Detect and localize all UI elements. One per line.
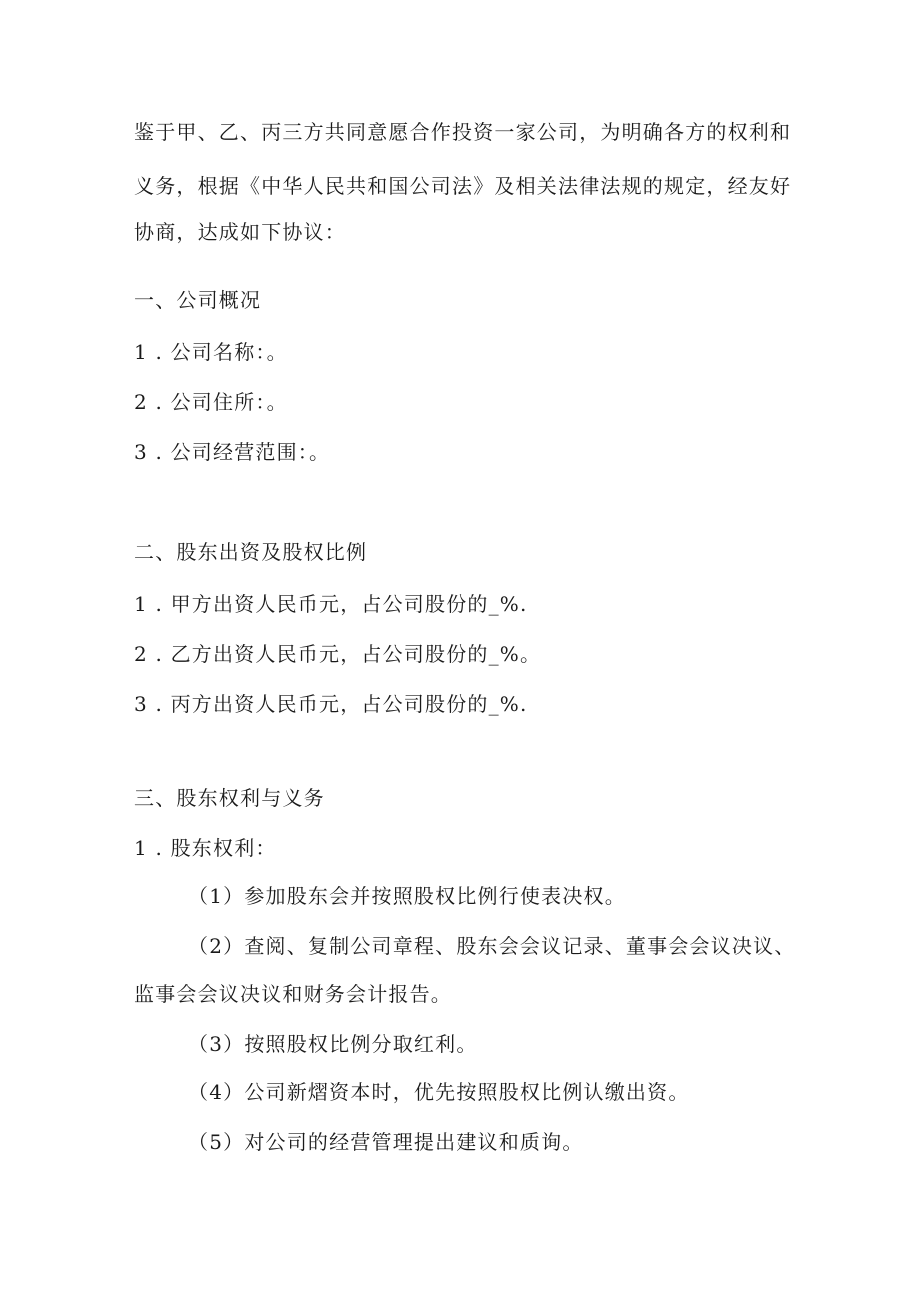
right-item-2-continuation: 监事会会议决议和财务会计报告。	[134, 982, 452, 1006]
section-1-item-3: 3 . 公司经营范围：。	[134, 440, 331, 464]
right-item-5: （5）对公司的经营管理提出建议和质询。	[188, 1130, 584, 1154]
section-1-item-1: 1 . 公司名称：。	[134, 340, 288, 364]
section-2-item-2: 2 . 乙方出资人民币元，占公司股份的_%。	[134, 642, 542, 666]
section-1-item-2: 2 . 公司住所：。	[134, 390, 288, 414]
right-item-3: （3）按照股权比例分取红利。	[188, 1032, 478, 1056]
right-item-1: （1）参加股东会并按照股权比例行使表决权。	[188, 884, 626, 908]
section-2-item-1: 1 . 甲方出资人民币元，占公司股份的_%.	[134, 592, 528, 616]
intro-line-2: 义务，根据《中华人民共和国公司法》及相关法律法规的规定，经友好	[134, 174, 792, 198]
section-2-item-3: 3 . 丙方出资人民币元，占公司股份的_%.	[134, 692, 528, 716]
intro-line-3: 协商，达成如下协议：	[134, 220, 346, 244]
right-item-2: （2）查阅、复制公司章程、股东会会议记录、董事会会议决议、	[188, 934, 796, 958]
section-3-subheading: 1 . 股东权利：	[134, 836, 277, 860]
section-2-heading: 二、股东出资及股权比例	[134, 540, 368, 564]
section-3-heading: 三、股东权利与义务	[134, 786, 325, 810]
intro-line-1: 鉴于甲、乙、丙三方共同意愿合作投资一家公司，为明确各方的权利和	[134, 120, 792, 144]
section-1-heading: 一、公司概况	[134, 288, 262, 312]
right-item-4: （4）公司新熠资本时，优先按照股权比例认缴出资。	[188, 1080, 690, 1104]
